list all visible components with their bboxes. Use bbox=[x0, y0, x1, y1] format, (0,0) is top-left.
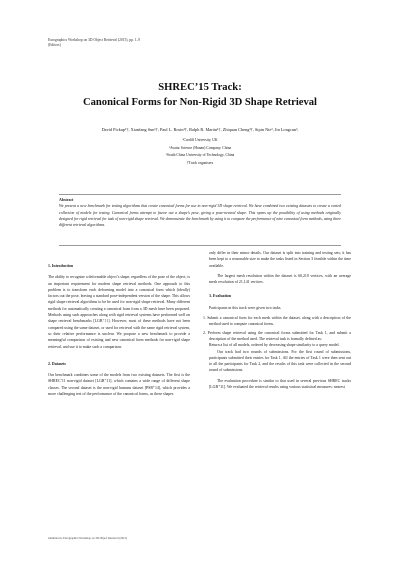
datasets-paragraph: Our benchmark combines some of the models from two existing datasets. The first is the SHREC’11 non-rigid dataset [LGB⁺11], which contains a wide range of different shape classes. The second dataset is the non-rigid humans dataset [PSR⁺14], which provides a more challenging test of the performance of the canonical forms, as these shapes bbox=[48, 373, 190, 397]
datasets-continued-paragraph: only differ in their minor details. Our dataset is split into training and testing sets; it has been kept to a reasonable size to make the tasks listed in Section 3 feasible within the time available. bbox=[209, 251, 351, 268]
affiliation-2: ²Avatar Science (Hunan) Company, China bbox=[168, 145, 232, 150]
retrieval-definition: Return a list of all models, ordered by decreasing shape similarity to a query model. bbox=[209, 343, 340, 348]
resolution-paragraph: The largest mesh resolution within the dataset is 60,210 vertices, with an average mesh resolution of 21,141 vertices. bbox=[209, 273, 351, 285]
author-list: David Pickup¹†, Xianfang Sun¹†, Paul L. Rosin¹†, Ralph R. Martin¹†, Zhiquan Cheng²†, Sipin Nie³, Jin Longcun³, bbox=[101, 127, 299, 132]
section-heading-introduction: 1. Introduction bbox=[48, 264, 74, 268]
abstract-bottom-rule bbox=[59, 245, 341, 246]
affiliations bbox=[0, 137, 400, 168]
right-column bbox=[203, 250, 351, 390]
abstract bbox=[59, 197, 341, 228]
paper-title-line-1: SHREC’15 Track: bbox=[158, 82, 242, 93]
citation-plus: ⁺ bbox=[102, 319, 105, 324]
section-heading-datasets: 2. Datasets bbox=[48, 361, 66, 366]
affiliation-3: ³South China University of Technology, China bbox=[165, 153, 235, 158]
header-line-1: Eurographics Workshop on 3D Object Retrieval (2015), pp. 1–9 bbox=[48, 38, 141, 42]
paper-title-line-2: Canonical Forms for Non-Rigid 3D Shape Retrieval bbox=[82, 97, 318, 108]
task-2-item: 2. Perform shape retrieval using the canonical forms submitted for Task 1, and submit a description of the method used. The retrieval task is formally defined as: bbox=[203, 330, 351, 341]
section-heading-evaluation: 3. Evaluation bbox=[209, 294, 232, 299]
citation-link[interactable]: 11 bbox=[104, 319, 109, 324]
submission-footer: submitted to Eurographics Workshop on 3D Object Retrieval (2015) bbox=[48, 536, 128, 540]
procedure-paragraph: The evaluation procedure is similar to that used in several previous SHREC tracks [LGB⁺11]. We evaluated the retrieval results using various statistical measures: nearest bbox=[209, 378, 351, 390]
running-header bbox=[48, 38, 140, 48]
introduction-paragraph bbox=[48, 274, 190, 350]
affiliation-4: †Track organisers bbox=[186, 161, 214, 166]
header-line-2: (Editors) bbox=[48, 43, 61, 47]
abstract-heading: Abstract bbox=[59, 198, 74, 202]
rounds-paragraph: Our track had two rounds of submissions. For the first round of submissions, participants submitted their entries for Task 1. All the entries of Task 1 were then sent out to all the participants for Task 2, and the results of this task were collected in the second round of submissions. bbox=[209, 349, 351, 373]
affiliation-1: ¹Cardiff University, UK bbox=[182, 138, 218, 142]
abstract-top-rule bbox=[59, 194, 341, 195]
intro-text-1: The ability to recognise a deformable object’s shape, regardless of the pose of the object, is an important requirement for modern shape retrieval methods. One approach to this problem is to transform each deforming model into a canonical form which (ideally) factors out the pose, leaving a standard pose-independent version of the shape. This allows rigid shape retrieval algorithms to be be used for non-rigid shape retrieval. Many different methods for automatically creating a canonical form from a 3D mesh have been proposed. Methods using such approaches along with rigid retrieval systems have performed well on shape retrieval benchmarks [LGB bbox=[48, 275, 190, 324]
task-1-item: 1. Submit a canonical form for each mesh within the dataset, along with a description of the method used to compute canonical forms. bbox=[203, 316, 351, 327]
intro-text-2: ]. However, most of these methods have not been compared using the same dataset, or used for retrieval with the same rigid retrieval system, so their relative performance is unclear. We propose a new benchmark to provide a meaningful comparison of existing and new canonical form methods for non-rigid shape retrieval, and use it to make such a comparison. bbox=[48, 319, 190, 349]
left-column bbox=[48, 258, 190, 397]
abstract-text: We present a new benchmark for testing algorithms that create canonical forms for use in non-rigid 3D shape retrieval. We have combined two existing datasets to create a varied collection of models for testing. Canonical forms attempt to factor out a shape’s pose, giving a pose-neutral shape. This opens up the possibility of using methods originally designed for rigid retrieval for task of non-rigid shape retrieval. We demonstrate the benchmark by using it to compare the performance of nine canonical form methods, using three different retrieval algorithms. bbox=[59, 204, 341, 228]
evaluation-intro: Participants in this track were given two tasks. bbox=[209, 305, 282, 310]
